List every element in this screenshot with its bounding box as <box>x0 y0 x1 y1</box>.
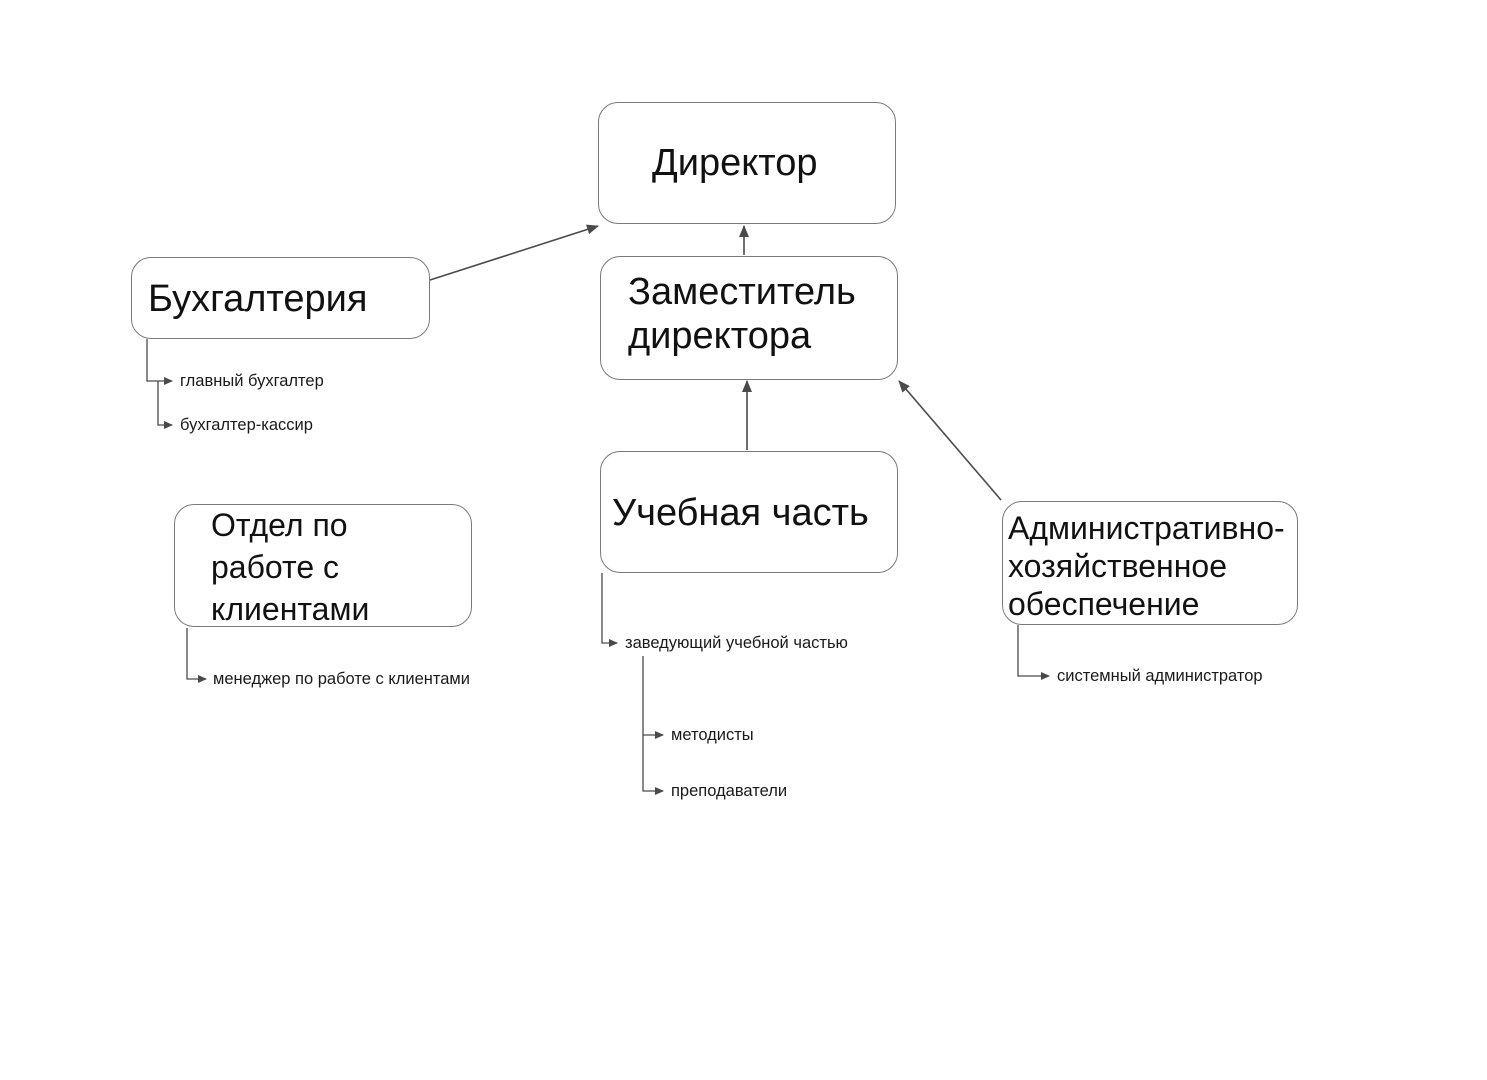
connector-client-manager <box>187 628 206 679</box>
connector-methodists <box>643 656 663 735</box>
sub-item-sysadmin: системный администратор <box>1057 667 1263 685</box>
edge-admin-support-to-deputy <box>899 381 1001 500</box>
node-education-label: Учебная часть <box>612 492 869 534</box>
sub-item-cashier-accountant: бухгалтер-кассир <box>180 416 313 434</box>
sub-item-methodists: методисты <box>671 726 754 744</box>
sub-item-chief-accountant: главный бухгалтер <box>180 372 324 390</box>
node-admin-support-label: Административно- хозяйственное обеспечение <box>1008 510 1285 622</box>
connector-cashier-accountant <box>158 381 172 425</box>
sub-item-teachers: преподаватели <box>671 782 788 800</box>
connector-teachers <box>643 735 663 791</box>
node-accounting-label: Бухгалтерия <box>148 278 368 320</box>
connector-education-head <box>602 573 617 643</box>
sub-item-education-head: заведующий учебной частью <box>625 634 848 652</box>
node-director-label: Директор <box>652 142 818 184</box>
node-clients-department-label: Отдел по работе с клиентами <box>211 507 370 627</box>
sub-item-client-manager: менеджер по работе с клиентами <box>213 670 470 688</box>
connector-chief-accountant <box>147 339 172 381</box>
edge-accounting-to-director <box>430 226 598 280</box>
connector-sysadmin <box>1018 625 1049 676</box>
node-deputy-director-label: Заместитель директора <box>628 271 856 357</box>
